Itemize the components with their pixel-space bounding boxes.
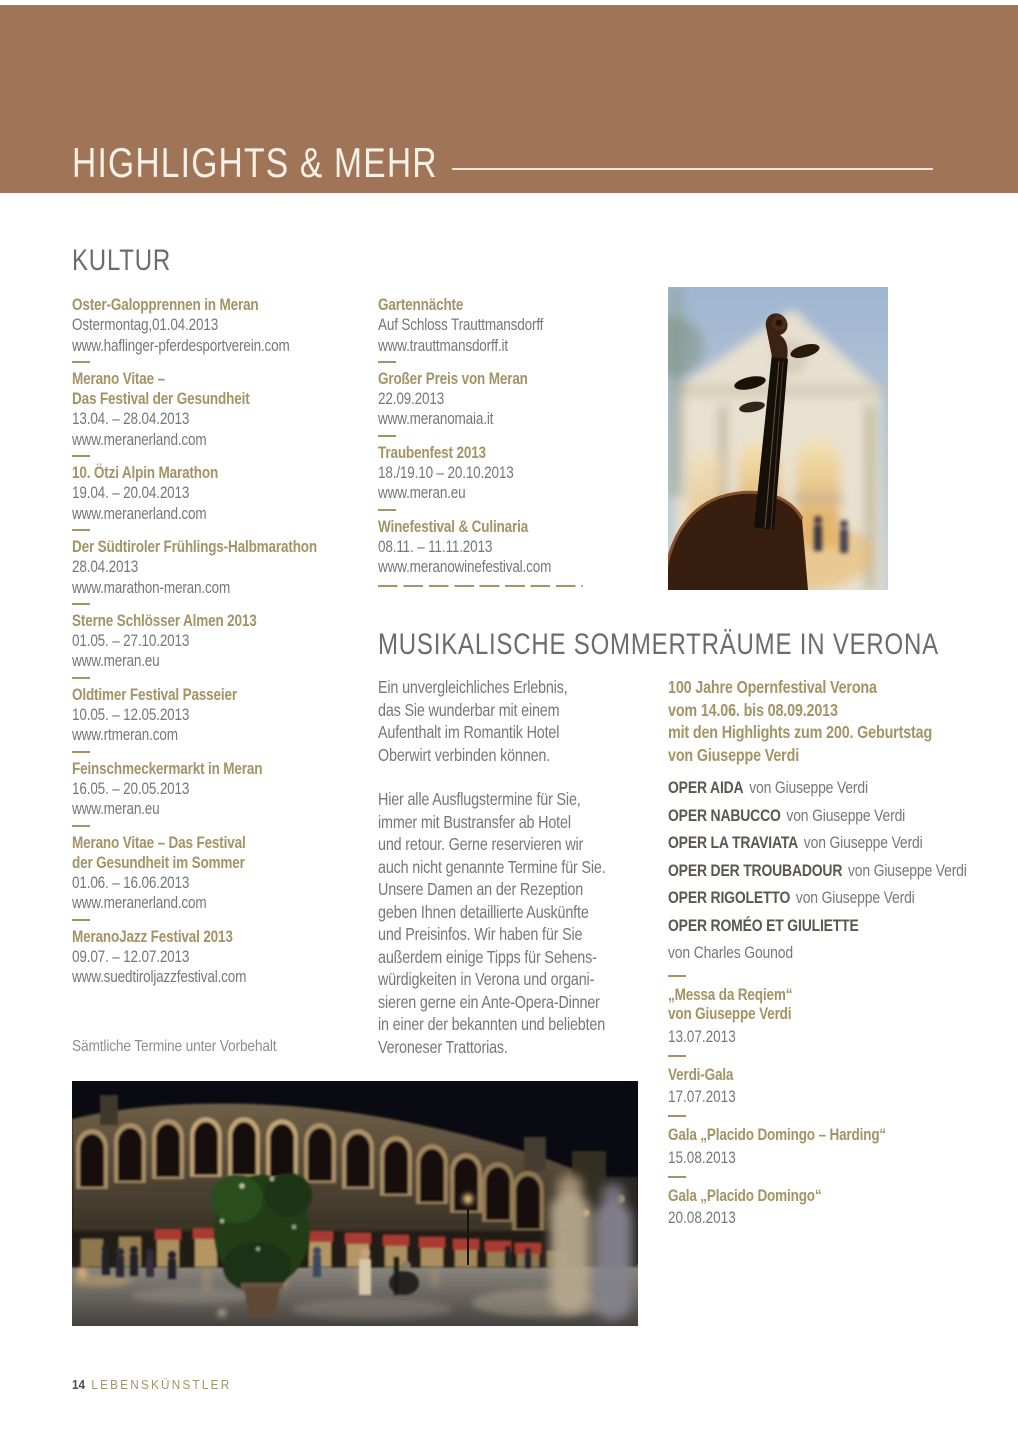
gala-title: Gala „Placido Domingo – Harding“ [668, 1126, 887, 1144]
gala-item [668, 1066, 1012, 1118]
page-number: 14 [72, 1377, 86, 1392]
event-date: 01.05. – 27.10.2013 [72, 632, 190, 651]
event-title: Traubenfest 2013 [378, 443, 486, 462]
event-url[interactable]: www.meranowinefestival.com [378, 558, 552, 577]
opera-composer: von Giuseppe Verdi [749, 778, 868, 797]
event-date: 22.09.2013 [378, 390, 445, 409]
separator-dash [668, 1055, 686, 1057]
event-url[interactable]: www.meran.eu [72, 652, 160, 671]
opera-title: OPER LA TRAVIATA [668, 833, 799, 852]
festival-intro [668, 676, 1012, 766]
text-line: Hier alle Ausflugstermine für Sie, [378, 789, 581, 809]
separator-dash [378, 435, 396, 437]
event-date: 19.04. – 20.04.2013 [72, 484, 190, 503]
gala-title: Verdi-Gala [668, 1065, 734, 1084]
opera-item [668, 884, 1012, 912]
event-url[interactable]: www.meranerland.com [72, 894, 207, 913]
event-date: 08.11. – 11.11.2013 [378, 537, 493, 556]
text-line: auch nicht genannte Termine für Sie. [378, 856, 606, 877]
gala-title-line2: von Giuseppe Verdi [668, 1005, 792, 1023]
section-title-verona: MUSIKALISCHE SOMMERTRÄUME IN VERONA [378, 628, 939, 661]
text-line: in einer der bekannten und beliebten [378, 1014, 606, 1034]
arena-photo-illustration [72, 1081, 638, 1326]
event-title: Großer Preis von Meran [378, 369, 528, 388]
separator-dash [72, 361, 90, 363]
event-url[interactable]: www.meranerland.com [72, 430, 207, 449]
intro-paragraph [378, 676, 649, 766]
events-column-middle [378, 295, 608, 587]
opera-festival-column [668, 676, 1012, 1234]
separator-dash [72, 455, 90, 457]
event-url[interactable]: www.marathon-meran.com [72, 578, 231, 597]
event-title: 10. Ötzi Alpin Marathon [72, 464, 219, 483]
opera-item [668, 939, 1012, 967]
event-url[interactable]: www.trauttmansdorff.it [378, 336, 508, 355]
event-url[interactable]: www.meranomaia.it [378, 410, 494, 429]
gala-date: 17.07.2013 [668, 1088, 736, 1106]
text-line: Aufenthalt im Romantik Hotel [378, 722, 560, 742]
opera-item [668, 802, 1012, 830]
text-line: würdigkeiten in Verona und organi- [378, 969, 595, 989]
event-title: Feinschmeckermarkt in Meran [72, 759, 263, 778]
event-item [72, 537, 351, 605]
separator-dash [72, 919, 90, 921]
gala-item [668, 1126, 1012, 1178]
photo-cello [668, 287, 888, 590]
opera-composer: von Giuseppe Verdi [803, 833, 923, 852]
separator-dash [72, 603, 90, 605]
text-line: sieren gerne ein Ante-Opera-Dinner [378, 991, 600, 1012]
gala-date: 15.08.2013 [668, 1148, 736, 1167]
event-url[interactable]: www.suedtiroljazzfestival.com [72, 968, 247, 987]
photo-arena [72, 1081, 638, 1326]
separator-dash [72, 677, 90, 679]
text-line: Unsere Damen an der Rezeption [378, 879, 584, 899]
festival-intro-line: vom 14.06. bis 08.09.2013 [668, 699, 838, 720]
festival-intro-line: 100 Jahre Opernfestival Verona [668, 677, 877, 697]
gala-date: 13.07.2013 [668, 1027, 736, 1046]
separator-dash [668, 1115, 686, 1117]
separator-dash [72, 825, 90, 827]
separator-dash [72, 751, 90, 753]
event-title: Sterne Schlösser Almen 2013 [72, 611, 257, 630]
opera-composer: von Giuseppe Verdi [847, 860, 967, 880]
text-line: Veroneser Trattorias. [378, 1036, 508, 1057]
event-date: 09.07. – 12.07.2013 [72, 948, 190, 967]
separator-dash [378, 361, 396, 363]
gala-date: 20.08.2013 [668, 1209, 736, 1227]
event-date: 16.05. – 20.05.2013 [72, 779, 190, 798]
event-title: Oldtimer Festival Passeier [72, 685, 237, 704]
opera-title: OPER DER TROUBADOUR [668, 860, 843, 880]
event-venue: Auf Schloss Trauttmansdorff [378, 316, 544, 335]
text-line: Oberwirt verbinden können. [378, 744, 551, 765]
event-title-line2: Das Festival der Gesundheit [72, 390, 250, 409]
separator-dash [72, 529, 90, 531]
gala-item [668, 986, 1012, 1057]
opera-composer: von Giuseppe Verdi [795, 888, 915, 907]
header-band [0, 5, 1018, 193]
event-title: Merano Vitae – Das Festival [72, 833, 246, 852]
verona-intro-text [378, 676, 649, 1058]
event-url[interactable]: www.meranerland.com [72, 504, 207, 523]
event-title: MeranoJazz Festival 2013 [72, 927, 233, 946]
footer-label: LEBENSKÜNSTLER [91, 1377, 232, 1392]
event-title: Gartennächte [378, 296, 464, 314]
page-title: HIGHLIGHTS & MEHR [72, 139, 438, 186]
event-title-line2: der Gesundheit im Sommer [72, 853, 245, 872]
page-footer [72, 1377, 231, 1392]
event-title: Der Südtiroler Frühlings-Halbmarathon [72, 537, 318, 556]
event-url[interactable]: www.meran.eu [378, 484, 466, 503]
event-url[interactable]: www.rtmeran.com [72, 726, 178, 745]
events-column-left [72, 295, 351, 988]
event-item [72, 611, 351, 679]
event-item [378, 369, 608, 437]
event-item [72, 295, 351, 363]
text-line: und Preisinfos. Wir haben für Sie [378, 924, 583, 944]
text-line: Ein unvergleichliches Erlebnis, [378, 677, 568, 697]
gala-title: „Messa da Reqiem“ [668, 985, 793, 1004]
opera-title: OPER NABUCCO [668, 805, 781, 825]
event-item [378, 443, 608, 511]
section-title-kultur: KULTUR [72, 244, 172, 277]
event-item [378, 295, 608, 363]
event-date: 28.04.2013 [72, 558, 139, 577]
event-title: Oster-Galopprennen in Meran [72, 296, 259, 314]
opera-composer: von Charles Gounod [668, 943, 793, 962]
event-title: Merano Vitae – [72, 369, 165, 388]
event-date: Ostermontag,01.04.2013 [72, 316, 219, 335]
separator-dash [668, 975, 686, 977]
text-line: immer mit Bustransfer ab Hotel [378, 811, 571, 832]
opera-item [668, 774, 1012, 802]
separator-dash [378, 509, 396, 511]
event-date: 18./19.10 – 20.10.2013 [378, 464, 514, 483]
event-url[interactable]: www.meran.eu [72, 800, 160, 819]
opera-item [668, 857, 1012, 885]
event-item [72, 759, 351, 827]
disclaimer-note: Sämtliche Termine unter Vorbehalt [72, 1038, 277, 1055]
opera-title: OPER AIDA [668, 778, 744, 797]
opera-title: OPER RIGOLETTO [668, 888, 791, 907]
opera-item [668, 829, 1012, 857]
event-item [72, 927, 351, 988]
details-paragraph [378, 788, 649, 1058]
text-line: und retour. Gerne reservieren wir [378, 834, 584, 854]
text-line: außerdem einige Tipps für Sehens- [378, 946, 597, 967]
event-date: 13.04. – 28.04.2013 [72, 410, 190, 429]
opera-title: OPER ROMÉO ET GIULIETTE [668, 915, 859, 935]
long-dash-separator [378, 585, 583, 587]
festival-intro-line: von Giuseppe Verdi [668, 744, 800, 765]
opera-list [668, 774, 1012, 967]
gala-list [668, 975, 1012, 1229]
opera-item [668, 912, 1012, 940]
event-date: 10.05. – 12.05.2013 [72, 706, 190, 725]
event-url[interactable]: www.haflinger-pferdesportverein.com [72, 336, 290, 355]
event-item [378, 517, 608, 587]
separator-dash [668, 1176, 686, 1178]
festival-intro-line: mit den Highlights zum 200. Geburtstag [668, 722, 933, 742]
header-rule [452, 168, 933, 170]
text-line: das Sie wunderbar mit einem [378, 699, 560, 720]
event-item [72, 685, 351, 753]
opera-composer: von Giuseppe Verdi [786, 805, 906, 825]
event-title: Winefestival & Culinaria [378, 517, 529, 536]
gala-title: Gala „Placido Domingo“ [668, 1186, 822, 1205]
event-item [72, 833, 351, 921]
event-item [72, 369, 351, 457]
cello-photo-illustration [668, 287, 888, 590]
event-date: 01.06. – 16.06.2013 [72, 874, 190, 893]
event-item [72, 463, 351, 531]
gala-item [668, 1187, 1012, 1229]
text-line: geben Ihnen detaillierte Auskünfte [378, 901, 589, 922]
